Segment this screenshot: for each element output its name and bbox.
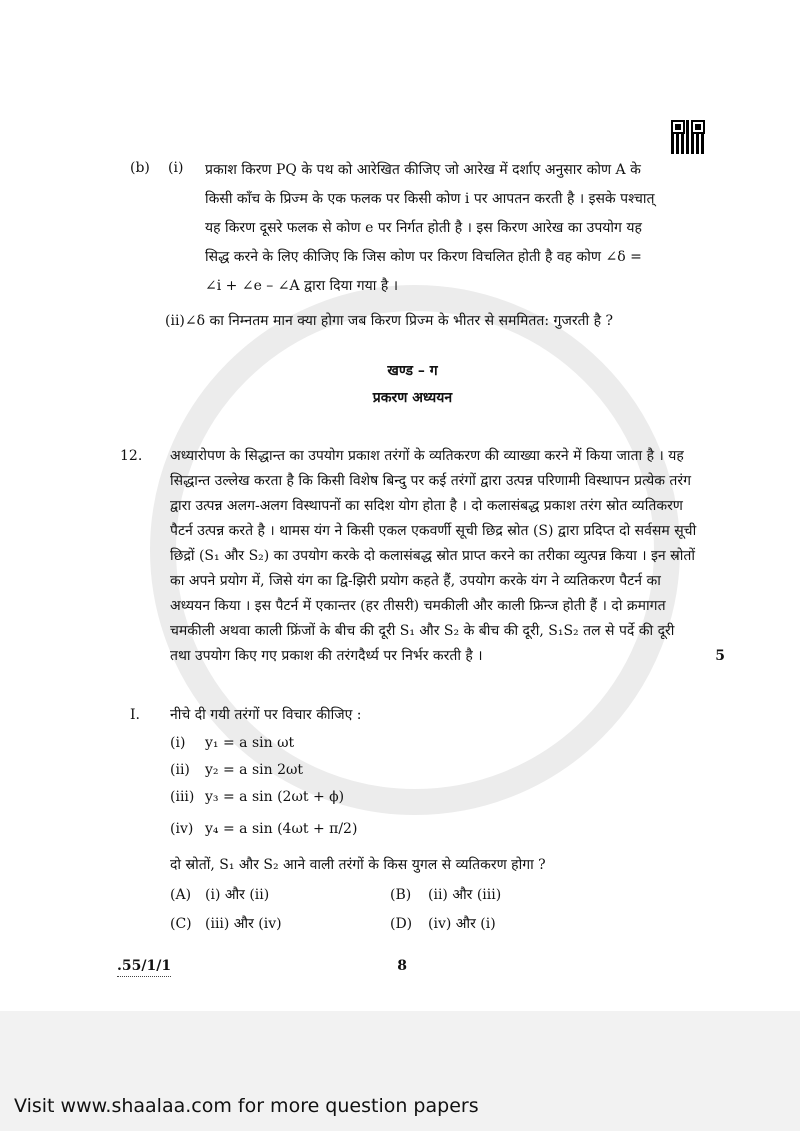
q12-line: पैटर्न उत्पन्न करते है । थामस यंग ने किसी एकल एकवर्णी सूची छिद्र स्रोत (S) द्वारा प्रदिप्त दो सर्वसम सूची	[170, 523, 697, 539]
options-row	[170, 885, 705, 905]
option-text: (iv) और (i)	[428, 916, 496, 932]
wave-equation: y₁ = a sin ωt	[205, 735, 295, 751]
wave-equation: y₂ = a sin 2ωt	[205, 762, 304, 778]
wave-label: (iv)	[170, 821, 194, 837]
footer-spacer	[14, 1025, 786, 1095]
part-b-label: (b)	[130, 160, 150, 176]
wave-row	[170, 787, 705, 807]
q12-line: अध्यारोपण के सिद्धान्त का उपयोग प्रकाश तरंगों के व्यतिकरण की व्याख्या करने में किया जाता है । यह	[170, 448, 684, 464]
wave-row	[170, 760, 705, 780]
q12-line: तथा उपयोग किए गए प्रकाश की तरंगदैर्ध्य पर निर्भर करती है ।	[170, 648, 483, 664]
part-b-i-line: किसी काँच के प्रिज्म के एक फलक पर किसी कोण i पर आपतन करती है । इसके पश्चात्	[205, 191, 655, 207]
option-key: (A)	[170, 887, 192, 903]
option-text: (iii) और (iv)	[205, 916, 282, 932]
wave-row	[170, 819, 705, 839]
part-b-i-line: ∠i + ∠e – ∠A द्वारा दिया गया है ।	[205, 278, 399, 294]
q12-text	[170, 446, 725, 671]
sub-question-prompt: नीचे दी गयी तरंगों पर विचार कीजिए :	[170, 707, 362, 723]
q12-last-line-row	[170, 646, 725, 671]
section-title: खण्ड – ग	[387, 363, 438, 379]
part-b	[120, 160, 705, 305]
option-b[interactable]	[390, 885, 501, 905]
footer-banner-text[interactable]: Visit www.shaalaa.com for more question papers	[14, 1095, 479, 1117]
part-b-i-line: प्रकाश किरण PQ के पथ को आरेखित कीजिए जो आरेख में दर्शाए अनुसार कोण A के	[205, 162, 641, 178]
wave-equation: y₃ = a sin (2ωt + ϕ)	[205, 789, 345, 805]
option-a[interactable]	[170, 885, 390, 905]
wave-label: (iii)	[170, 789, 195, 805]
wave-label: (i)	[170, 735, 186, 751]
question-12	[120, 446, 725, 671]
part-b-ii-line: (ii)∠δ का निम्नतम मान क्या होगा जब किरण प्रिज्म के भीतर से सममितत: गुजरती है ?	[165, 313, 613, 329]
question-number: 12.	[120, 448, 143, 464]
option-text: (i) और (ii)	[205, 887, 270, 903]
part-b-i-line: यह किरण दूसरे फलक से कोण e पर निर्गत होती है । इस किरण आरेख का उपयोग यह	[205, 220, 642, 236]
part-b-i-line: सिद्ध करने के लिए कीजिए कि जिस कोण पर किरण विचलित होती है वह कोण ∠δ =	[205, 249, 642, 265]
option-key: (C)	[170, 916, 192, 932]
option-key: (B)	[390, 887, 412, 903]
sub-question-body	[170, 705, 705, 934]
wave-row	[170, 733, 705, 753]
q12-line: चमकीली अथवा काली फ्रिंजों के बीच की दूरी S₁ और S₂ के बीच की दूरी, S₁S₂ तल से पर्दे की दूरी	[170, 623, 675, 639]
sub-question-I	[120, 705, 705, 934]
wave-equation: y₄ = a sin (4ωt + π/2)	[205, 821, 358, 837]
q12-line: का अपने प्रयोग में, जिसे यंग का द्वि-झिरी प्रयोग कहते हैं, उपयोग करके यंग ने व्यतिकरण पैटर्न का	[170, 573, 661, 589]
page-content	[0, 160, 800, 934]
option-text: (ii) और (iii)	[428, 887, 502, 903]
options-row	[170, 914, 705, 934]
option-c[interactable]	[170, 914, 390, 934]
page-footer	[117, 956, 407, 977]
part-b-i-label: (i)	[168, 160, 184, 176]
option-key: (D)	[390, 916, 413, 932]
paper-code: .55/1/1	[117, 956, 171, 977]
q12-line: द्वारा उत्पन्न अलग-अलग विस्थापनों का सदिश योग होता है । दो कलासंबद्ध प्रकाश तरंग स्रोत व्यतिकरण	[170, 498, 683, 514]
q12-line: अध्ययन किया । इस पैटर्न में एकान्तर (हर तीसरी) चमकीली और काली फ्रिन्ज होती हैं । दो क्रमागत	[170, 598, 666, 614]
marks: 5	[715, 648, 725, 664]
q12-line: छिद्रों (S₁ और S₂) का उपयोग करके दो कलासंबद्ध स्रोत प्राप्त करने का तरीका व्युत्पन्न किया । इन स्रोतों	[170, 548, 695, 564]
wave-label: (ii)	[170, 762, 190, 778]
option-d[interactable]	[390, 914, 496, 934]
footer-banner	[0, 1011, 800, 1131]
q12-line: सिद्धान्त उल्लेख करता है कि किसी विशेष बिन्दु पर कई तरंगों द्वारा उत्पन्न परिणामी विस्थापन प्रत्येक तरंग	[170, 473, 692, 489]
part-b-i-text	[205, 160, 705, 305]
section-subtitle: प्रकरण अध्ययन	[372, 390, 453, 406]
sub-question-text: दो स्रोतों, S₁ और S₂ आने वाली तरंगों के किस युगल से व्यतिकरण होगा ?	[170, 857, 546, 873]
sub-question-label: I.	[130, 707, 140, 723]
qr-code-icon	[671, 120, 705, 154]
page-number: 8	[397, 958, 407, 974]
